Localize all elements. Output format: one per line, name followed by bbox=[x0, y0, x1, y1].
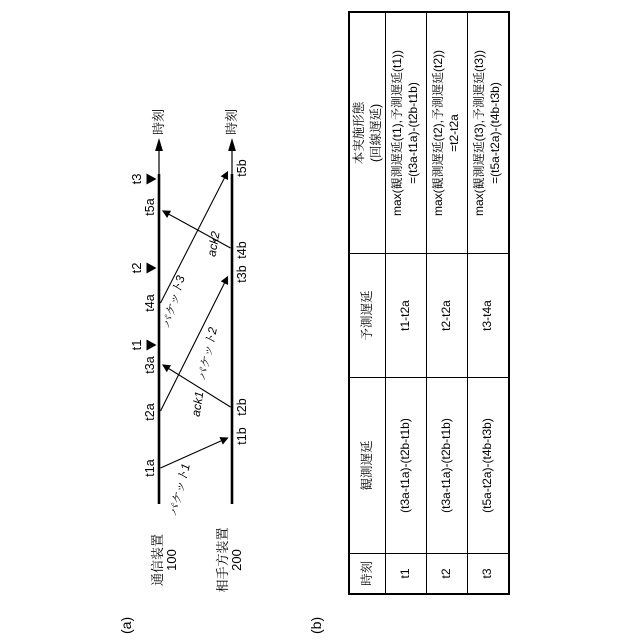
table-row-t3-embodiment: max(観測遅延(t3),予測遅延(t3)) =(t5a-t2a)-(t4b-t3b) bbox=[472, 50, 502, 216]
time-axis-arrowhead-a bbox=[155, 138, 163, 151]
device-b-number: 200 bbox=[229, 549, 244, 571]
tick-a-t4a: t4a bbox=[143, 294, 157, 312]
table-row-t2-time: t2 bbox=[427, 553, 468, 593]
tick-b-t3b: t3b bbox=[235, 265, 249, 283]
table-row-t1-observed: (t3a-t1a)-(t2b-t1b) bbox=[386, 377, 427, 553]
time-axis-label-a: 時刻 bbox=[151, 108, 166, 135]
tick-a-t1a: t1a bbox=[143, 459, 157, 477]
part-b-label: (b) bbox=[308, 616, 324, 634]
message-label-packet3: パケット3 bbox=[159, 273, 188, 330]
table-row-t3-predicted: t3-t4a bbox=[468, 253, 508, 377]
marker-label-t3: t3 bbox=[129, 173, 144, 185]
table-header-observed: 観測遅延 bbox=[350, 377, 386, 553]
table-header-time: 時刻 bbox=[350, 553, 386, 593]
tick-b-t4b: t4b bbox=[235, 241, 249, 259]
table-row-t2-predicted: t2-t2a bbox=[427, 253, 468, 377]
marker-triangle-t2 bbox=[147, 263, 157, 274]
device-a-name: 通信装置 bbox=[150, 534, 165, 587]
message-label-packet1: パケット1 bbox=[166, 461, 193, 518]
table-header-embodiment: 本実施形態 (回線遅延) bbox=[350, 13, 386, 253]
tick-b-t5b: t5b bbox=[235, 159, 249, 177]
device-a-number: 100 bbox=[164, 549, 179, 571]
table-row-t3-observed: (t5a-t2a)-(t4b-t3b) bbox=[468, 377, 508, 553]
tick-a-t3a: t3a bbox=[143, 356, 157, 374]
device-label-b bbox=[216, 508, 244, 612]
message-label-packet2: パケット2 bbox=[195, 325, 220, 382]
device-b-name: 相手方装置 bbox=[215, 527, 230, 593]
delay-table bbox=[348, 11, 510, 595]
marker-label-t2: t2 bbox=[129, 262, 144, 274]
time-axis-arrowhead-b bbox=[228, 138, 236, 151]
tick-a-t5a: t5a bbox=[143, 198, 157, 216]
table-row-t1-embodiment: max(観測遅延(t1),予測遅延(t1)) =(t3a-t1a)-(t2b-t1b) bbox=[386, 13, 427, 253]
device-label-a bbox=[151, 508, 179, 612]
message-label-ack1: ack1 bbox=[188, 390, 207, 418]
table-row-t1-predicted: t1-t2a bbox=[386, 253, 427, 377]
table-row-t2-observed: (t3a-t1a)-(t2b-t1b) bbox=[427, 377, 468, 553]
marker-label-t1: t1 bbox=[129, 339, 144, 351]
arrow-packet1 bbox=[161, 438, 228, 468]
table-header-predicted: 予測遅延 bbox=[350, 253, 386, 377]
part-a-label: (a) bbox=[118, 616, 134, 634]
time-axis-label-b: 時刻 bbox=[224, 108, 239, 135]
timeline-b bbox=[228, 138, 236, 504]
tick-a-t2a: t2a bbox=[143, 403, 157, 421]
marker-triangle-t1 bbox=[147, 340, 157, 351]
tick-b-t2b: t2b bbox=[235, 398, 249, 416]
table-row-t3-time: t3 bbox=[468, 553, 508, 593]
table-row-t2-embodiment: max(観測遅延(t2),予測遅延(t2)) =t2-t2a bbox=[427, 13, 468, 253]
table-row-t1-time: t1 bbox=[386, 553, 427, 593]
tick-b-t1b: t1b bbox=[235, 427, 249, 445]
message-label-ack2: ack2 bbox=[204, 230, 223, 258]
marker-triangle-t3 bbox=[147, 174, 157, 185]
